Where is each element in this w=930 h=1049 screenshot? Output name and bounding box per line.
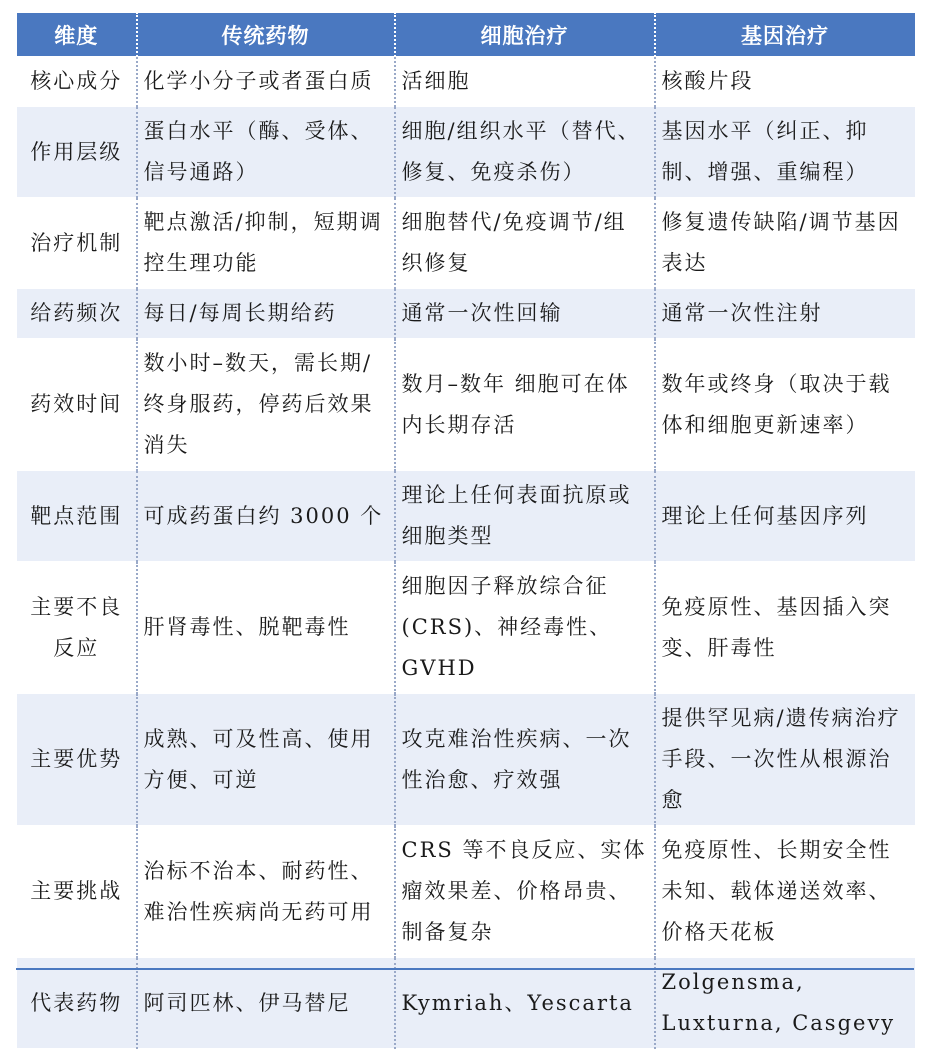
table-row (17, 826, 915, 958)
cell-cell-therapy: 通常一次性回输 (395, 289, 655, 339)
cell-cell-therapy: 细胞因子释放综合征 (CRS)、神经毒性、GVHD (395, 562, 655, 694)
cell-traditional: 每日/每周长期给药 (137, 289, 395, 339)
row-dimension: 药效时间 (17, 339, 137, 471)
cell-cell-therapy: Kymriah、Yescarta (395, 958, 655, 1049)
header-dimension: 维度 (17, 13, 137, 57)
cell-cell-therapy: 细胞替代/免疫调节/组织修复 (395, 198, 655, 289)
cell-cell-therapy: 数月–数年 细胞可在体内长期存活 (395, 339, 655, 471)
table-row (17, 471, 915, 562)
row-dimension: 靶点范围 (17, 471, 137, 562)
cell-traditional: 阿司匹林、伊马替尼 (137, 958, 395, 1049)
row-dimension: 主要优势 (17, 694, 137, 826)
row-dimension: 给药频次 (17, 289, 137, 339)
table-bottom-rule (16, 968, 914, 970)
cell-gene-therapy: 免疫原性、长期安全性未知、载体递送效率、价格天花板 (655, 826, 915, 958)
table-row (17, 339, 915, 471)
comparison-table (16, 12, 915, 1049)
cell-traditional: 蛋白水平（酶、受体、信号通路） (137, 107, 395, 198)
row-dimension: 主要挑战 (17, 826, 137, 958)
header-cell-therapy: 细胞治疗 (395, 13, 655, 57)
cell-traditional: 数小时–数天，需长期/终身服药，停药后效果消失 (137, 339, 395, 471)
cell-cell-therapy: CRS 等不良反应、实体瘤效果差、价格昂贵、制备复杂 (395, 826, 655, 958)
cell-gene-therapy: 通常一次性注射 (655, 289, 915, 339)
cell-traditional: 肝肾毒性、脱靶毒性 (137, 562, 395, 694)
cell-traditional: 化学小分子或者蛋白质 (137, 57, 395, 107)
cell-gene-therapy: Zolgensma, Luxturna, Casgevy (655, 958, 915, 1049)
row-dimension: 核心成分 (17, 57, 137, 107)
cell-cell-therapy: 细胞/组织水平（替代、修复、免疫杀伤） (395, 107, 655, 198)
header-traditional-drugs: 传统药物 (137, 13, 395, 57)
table-row (17, 107, 915, 198)
table-row (17, 694, 915, 826)
cell-traditional: 治标不治本、耐药性、难治性疾病尚无药可用 (137, 826, 395, 958)
cell-gene-therapy: 提供罕见病/遗传病治疗手段、一次性从根源治愈 (655, 694, 915, 826)
row-dimension: 主要不良反应 (17, 562, 137, 694)
row-dimension: 代表药物 (17, 958, 137, 1049)
cell-cell-therapy: 理论上任何表面抗原或细胞类型 (395, 471, 655, 562)
cell-gene-therapy: 修复遗传缺陷/调节基因表达 (655, 198, 915, 289)
table-row (17, 958, 915, 1049)
table-row (17, 562, 915, 694)
table-row (17, 198, 915, 289)
comparison-table-wrapper (16, 12, 914, 1049)
row-dimension: 作用层级 (17, 107, 137, 198)
header-gene-therapy: 基因治疗 (655, 13, 915, 57)
table-row (17, 289, 915, 339)
row-dimension: 治疗机制 (17, 198, 137, 289)
cell-gene-therapy: 理论上任何基因序列 (655, 471, 915, 562)
cell-gene-therapy: 基因水平（纠正、抑制、增强、重编程） (655, 107, 915, 198)
table-row (17, 57, 915, 107)
cell-gene-therapy: 数年或终身（取决于载体和细胞更新速率） (655, 339, 915, 471)
cell-traditional: 成熟、可及性高、使用方便、可逆 (137, 694, 395, 826)
header-row (17, 13, 915, 57)
cell-traditional: 靶点激活/抑制，短期调控生理功能 (137, 198, 395, 289)
cell-gene-therapy: 核酸片段 (655, 57, 915, 107)
cell-traditional: 可成药蛋白约 3000 个 (137, 471, 395, 562)
cell-cell-therapy: 攻克难治性疾病、一次性治愈、疗效强 (395, 694, 655, 826)
cell-cell-therapy: 活细胞 (395, 57, 655, 107)
cell-gene-therapy: 免疫原性、基因插入突变、肝毒性 (655, 562, 915, 694)
